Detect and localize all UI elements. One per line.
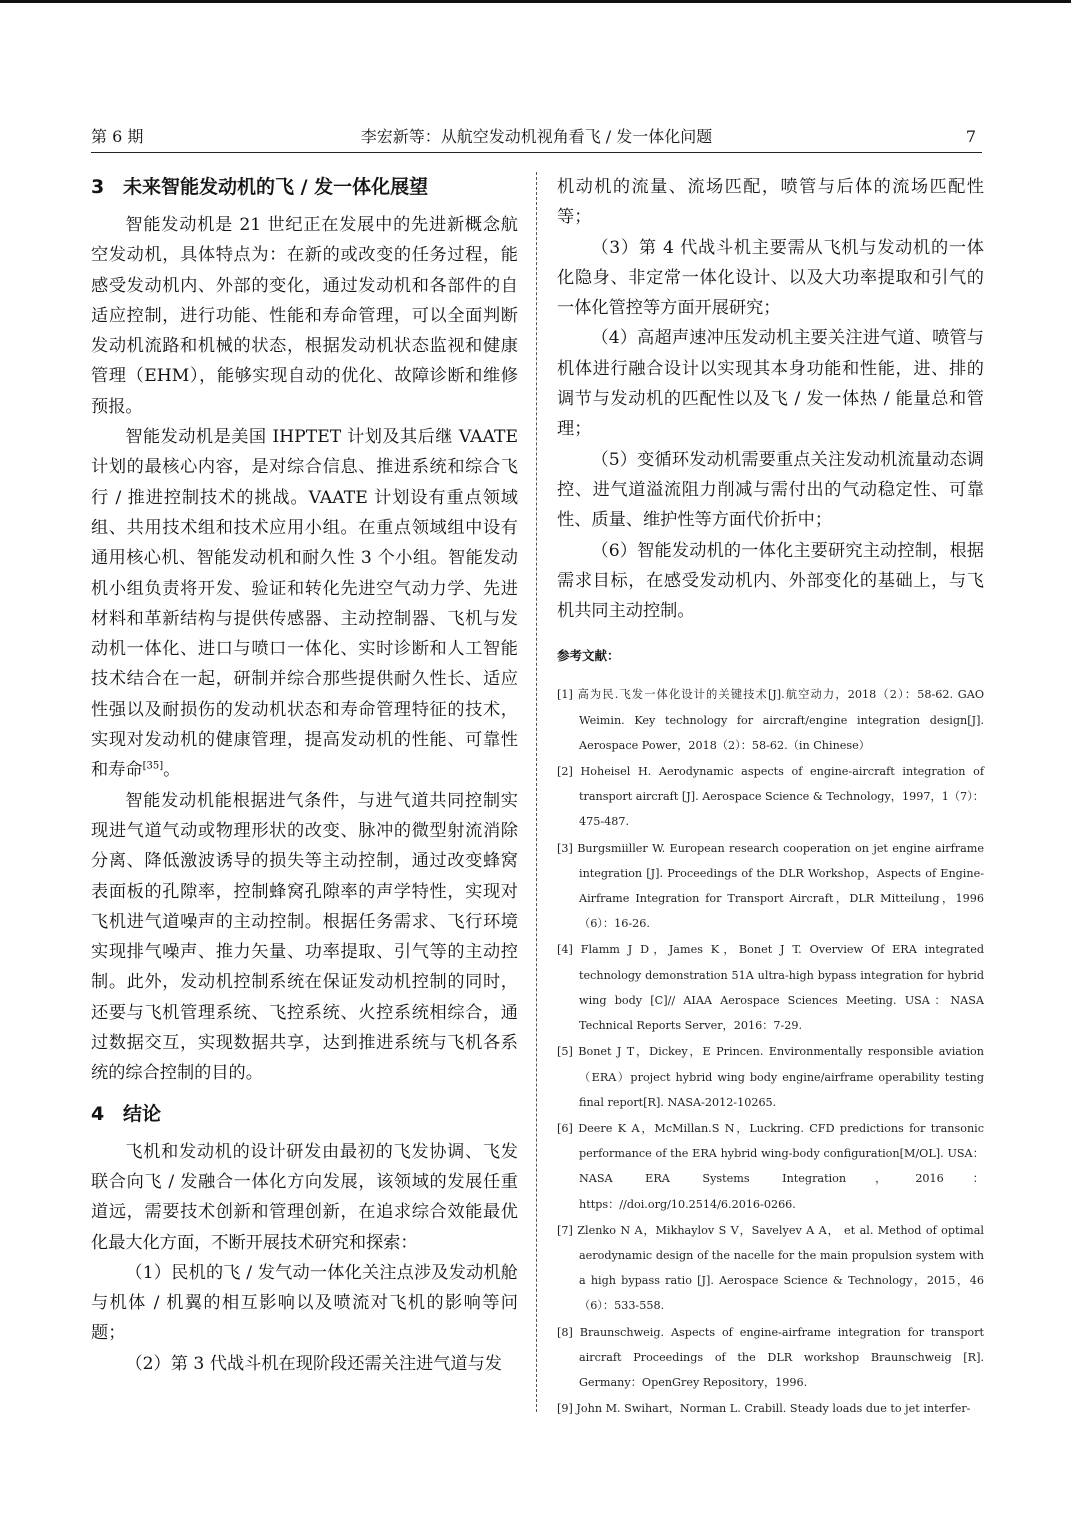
section-4-item-3: （3）第 4 代战斗机主要需从飞机与发动机的一体化隐身、非定常一体化设计、以及大功率提取和引气的一体化管控等方面开展研究； bbox=[557, 237, 984, 319]
section-4-paragraph-1: 飞机和发动机的设计研发由最初的飞发协调、飞发联合向飞 / 发融合一体化方向发展，该领域的发展任重道远，需要技术创新和管理创新，在追求综合效能最优化最大化方面，不断开展技术研究和探索： bbox=[91, 1141, 518, 1253]
reference-item: [8] Braunschweig. Aspects of engine-airframe integration for transport aircraft Proceedings of the DLR workshop Braunschweig [R]. Germany：OpenGrey Repository，1996. bbox=[557, 1325, 984, 1389]
citation-35: [35] bbox=[142, 760, 164, 772]
section-4-item-2-start: （2）第 3 代战斗机在现阶段还需关注进气道与发 bbox=[125, 1353, 502, 1374]
section-4-item-4: （4）高超声速冲压发动机主要关注进气道、喷管与机体进行融合设计以实现其本身功能和性能，进、排的调节与发动机的匹配性以及飞 / 发一体热 / 能量总和管理； bbox=[557, 328, 984, 440]
section-4-item-6: （6）智能发动机的一体化主要研究主动控制，根据需求目标，在感受发动机内、外部变化的基础上，与飞机共同主动控制。 bbox=[557, 540, 984, 622]
references-heading: 参考文献： bbox=[557, 648, 620, 664]
issue-number: 第 6 期 bbox=[91, 127, 144, 146]
reference-list bbox=[557, 682, 984, 1421]
reference-item: [1] 高为民.飞发一体化设计的关键技术[J].航空动力，2018（2）：58-62. GAO Weimin. Key technology for aircraft/engine integration design[J]. Aerospace Power，2018（2）：58-62.（in Chinese） bbox=[557, 688, 984, 752]
section-3-paragraph-2-text: 智能发动机是美国 IHPTET 计划及其后继 VAATE 计划的最核心内容，是对综合信息、推进系统和综合飞行 / 推进控制技术的挑战。VAATE 计划设有重点领域组、共用技术组和技术应用小组。在重点领域组中设有通用核心机、智能发动机和耐久性 3 个小组。智能发动机小组负责将开发、验证和转化先进空气动力学、先进材料和革新结构与提供传感器、主动控制器、飞机与发动机一体化、进口与喷口一体化、实时诊断和人工智能技术结合在一起，研制并综合那些提供耐久性长、适应性强以及耐损伤的发动机状态和寿命管理特征的技术，实现对发动机的健康管理，提高发动机的性能、可靠性和寿命 bbox=[91, 427, 518, 781]
section-4-item-1: （1）民机的飞 / 发气动一体化关注点涉及发动机舱与机体 / 机翼的相互影响以及喷流对飞机的影响等问题； bbox=[91, 1262, 518, 1344]
column-divider bbox=[536, 172, 537, 1412]
section-3-number: 3 bbox=[91, 176, 105, 198]
section-3-heading bbox=[91, 172, 518, 202]
section-4-item-5: （5）变循环发动机需要重点关注发动机流量动态调控、进气道溢流阻力削减与需付出的气动稳定性、可靠性、质量、维护性等方面代价折中； bbox=[557, 449, 984, 531]
section-4-number: 4 bbox=[91, 1102, 105, 1125]
running-header bbox=[91, 126, 982, 153]
reference-item: [7] Zlenko N A，Mikhaylov S V，Savelyev A A， et al. Method of optimal aerodynamic design of the nacelle for the main propulsion system with a high bypass ratio [J]. Aerospace Science & Technology，2015，46（6）：533-558. bbox=[557, 1223, 984, 1313]
running-title: 李宏新等：从航空发动机视角看飞 / 发一体化问题 bbox=[360, 127, 713, 146]
left-column bbox=[91, 172, 518, 1379]
page-number: 7 bbox=[965, 127, 976, 146]
section-3-title: 未来智能发动机的飞 / 发一体化展望 bbox=[123, 176, 429, 198]
item-2-continued: 机动机的流量、流场匹配，喷管与后体的流场匹配性等； bbox=[557, 177, 984, 228]
top-border-line bbox=[0, 0, 1071, 3]
reference-item: [5] Bonet J T，Dickey，E Princen. Environmentally responsible aviation（ERA）project hybrid wing body engine/airframe operability testing final report[R]. NASA-2012-10265. bbox=[557, 1045, 984, 1109]
reference-item: [9] John M. Swihart，Norman L. Crabill. Steady loads due to jet interfer- bbox=[557, 1402, 971, 1416]
section-3-paragraph-3: 智能发动机能根据进气条件，与进气道共同控制实现进气道气动或物理形状的改变、脉冲的微型射流消除分离、降低激波诱导的损失等主动控制，通过改变蜂窝表面板的孔隙率，控制蜂窝孔隙率的声学特性，实现对飞机进气道噪声的主动控制。根据任务需求、飞行环境实现排气噪声、推力矢量、功率提取、引气等的主动控制。此外，发动机控制系统在保证发动机控制的同时，还要与飞机管理系统、飞控系统、火控系统相综合，通过数据交互，实现数据共享，达到推进系统与飞机各系统的综合控制的目的。 bbox=[91, 790, 518, 1084]
section-3-paragraph-2-end: 。 bbox=[163, 760, 181, 781]
section-4-heading bbox=[91, 1099, 518, 1129]
section-3-paragraph-2 bbox=[91, 422, 518, 786]
reference-item: [4] Flamm J D，James K，Bonet J T. Overview Of ERA integrated technology demonstration 51A ultra-high bypass integration for hybrid wing body [C]// AIAA Aerospace Sciences Meeting. USA：NASA Technical Reports Server，2016：7-29. bbox=[557, 943, 984, 1033]
reference-item: [6] Deere K A，McMillan.S N，Luckring. CFD predictions for transonic performance of the ERA hybrid wing-body configuration[M/OL]. USA：NASA ERA Systems Integration，2016：https：//doi.org/10.2514/6.2016-0266. bbox=[557, 1121, 984, 1211]
section-3-paragraph-1: 智能发动机是 21 世纪正在发展中的先进新概念航空发动机，具体特点为：在新的或改变的任务过程，能感受发动机内、外部的变化，通过发动机和各部件的自适应控制，进行功能、性能和寿命管理，可以全面判断发动机流路和机械的状态，根据发动机状态监视和健康管理（EHM），能够实现自动的优化、故障诊断和维修预报。 bbox=[91, 215, 518, 417]
reference-item: [2] Hoheisel H. Aerodynamic aspects of engine-aircraft integration of transport aircraft [J]. Aerospace Science & Technology，1997，1（7）：475-487. bbox=[557, 765, 984, 829]
reference-item: [3] Burgsmiiller W. European research cooperation on jet engine airframe integration [J]. Proceedings of the DLR Workshop，Aspects of Engine-Airframe Integration for Transport Aircraft，DLR Mitteilung，1996（6）：16-26. bbox=[557, 841, 984, 931]
section-4-title: 结论 bbox=[123, 1102, 162, 1125]
right-column bbox=[557, 172, 984, 1422]
